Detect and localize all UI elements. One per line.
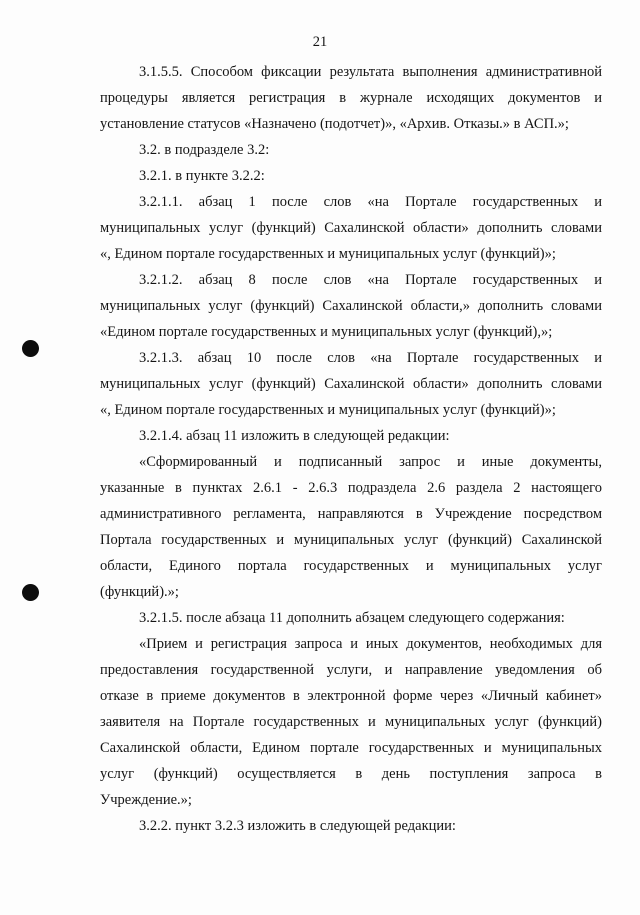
paragraph-3-1-5-5-line: процедуры является регистрация в журнале исходящих документов и [100,90,602,106]
quoted-text-line: отказе в приеме документов в электронной форме через «Личный кабинет» [100,688,602,704]
quoted-text-line: Учреждение.»; [100,792,192,808]
paragraph-3-2-1-2-line: «Едином портале государственных и муниципальных услуг (функций),»; [100,324,553,340]
quoted-text-line: Портала государственных и муниципальных услуг (функций) Сахалинской [100,532,602,548]
paragraph-3-2-1-3-line: 3.2.1.3. абзац 10 после слов «на Портале государственных и [139,350,602,366]
punch-hole-icon [22,340,39,357]
paragraph-3-1-5-5-line: 3.1.5.5. Способом фиксации результата выполнения административной [139,64,602,80]
paragraph-3-2-1-1-line: 3.2.1.1. абзац 1 после слов «на Портале государственных и [139,194,602,210]
paragraph-3-1-5-5-line: установление статусов «Назначено (подотчет)», «Архив. Отказы.» в АСП.»; [100,116,569,132]
quoted-text-line: (функций).»; [100,584,179,600]
quoted-text-line: «Сформированный и подписанный запрос и иные документы, [139,454,602,470]
punch-hole-icon [22,584,39,601]
paragraph-3-2-1-3-line: «, Едином портале государственных и муниципальных услуг (функций)»; [100,402,556,418]
paragraph-3-2-1-heading: 3.2.1. в пункте 3.2.2: [139,168,265,184]
quoted-text-line: административного регламента, направляются в Учреждение посредством [100,506,602,522]
quoted-text-line: заявителя на Портале государственных и муниципальных услуг (функций) [100,714,602,730]
quoted-text-line: услуг (функций) осуществляется в день поступления запроса в [100,766,602,782]
quoted-text-line: Сахалинской области, Едином портале государственных и муниципальных [100,740,602,756]
paragraph-3-2-1-4-heading: 3.2.1.4. абзац 11 изложить в следующей редакции: [139,428,450,444]
paragraph-3-2-1-2-line: муниципальных услуг (функций) Сахалинской области,» дополнить словами [100,298,602,314]
quoted-text-line: предоставления государственной услуги, и направление уведомления об [100,662,602,678]
page-number: 21 [312,34,328,50]
paragraph-3-2-2-heading: 3.2.2. пункт 3.2.3 изложить в следующей редакции: [139,818,456,834]
paragraph-3-2-1-1-line: «, Едином портале государственных и муниципальных услуг (функций)»; [100,246,556,262]
paragraph-3-2-1-5-heading: 3.2.1.5. после абзаца 11 дополнить абзацем следующего содержания: [139,610,565,626]
quoted-text-line: области, Единого портала государственных и муниципальных услуг [100,558,602,574]
paragraph-3-2-1-1-line: муниципальных услуг (функций) Сахалинской области» дополнить словами [100,220,602,236]
paragraph-3-2-heading: 3.2. в подразделе 3.2: [139,142,270,158]
paragraph-3-2-1-2-line: 3.2.1.2. абзац 8 после слов «на Портале государственных и [139,272,602,288]
quoted-text-line: указанные в пунктах 2.6.1 - 2.6.3 подраздела 2.6 раздела 2 настоящего [100,480,602,496]
quoted-text-line: «Прием и регистрация запроса и иных документов, необходимых для [139,636,602,652]
paragraph-3-2-1-3-line: муниципальных услуг (функций) Сахалинской области» дополнить словами [100,376,602,392]
